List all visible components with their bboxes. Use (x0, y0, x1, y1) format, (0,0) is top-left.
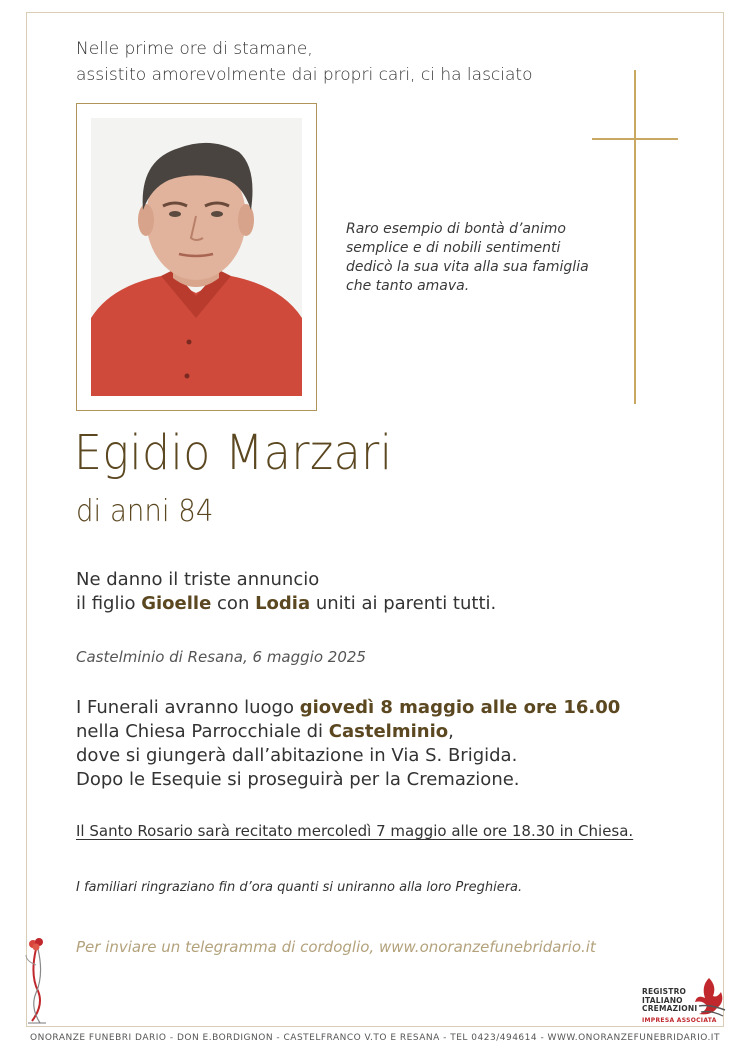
registry-line-1: REGISTRO (642, 987, 687, 996)
quote-line-1: Raro esempio di bontà d’animo (346, 221, 566, 237)
cross-horizontal (592, 138, 678, 140)
intro-line-1: Nelle prime ore di stamane, (76, 39, 313, 59)
registry-text (642, 988, 697, 1014)
funeral-line-2-pre: nella Chiesa Parrocchiale di (76, 721, 329, 742)
announce-line-2 (76, 592, 496, 616)
funeral-line-1-pre: I Funerali avranno luogo (76, 697, 300, 718)
son-name: Gioelle (141, 593, 212, 614)
quote-text (346, 220, 596, 296)
thanks-note: I familiari ringraziano fin d’ora quanti si uniranno alla loro Preghiera. (76, 880, 523, 895)
intro-line-2: assistito amorevolmente dai propri cari, ci ha lasciato (76, 65, 533, 85)
flower-icon (22, 935, 52, 1027)
announce-pre: il figlio (76, 593, 142, 614)
intro-text (76, 36, 533, 88)
funeral-line-3: dove si giungerà dall’abitazione in Via S. Brigida. (76, 745, 518, 766)
portrait-photo (91, 118, 302, 396)
funeral-place: Castelminio (328, 721, 449, 742)
registry-line-2: ITALIANO (642, 995, 683, 1005)
place-date: Castelminio di Resana, 6 maggio 2025 (76, 648, 366, 666)
deceased-name: Egidio Marzari (74, 425, 393, 481)
announce-mid: con (211, 593, 256, 614)
footer-info: ONORANZE FUNEBRI DARIO - DON E.BORDIGNON - CASTELFRANCO V.TO E RESANA - TEL 0423/494614 - WWW.ONORANZEFUNEBRIDARIO.IT (30, 1033, 720, 1043)
rosary-notice: Il Santo Rosario sarà recitato mercoledì 7 maggio alle ore 18.30 in Chiesa. (76, 822, 634, 840)
announce-line-1: Ne danno il triste annuncio (76, 569, 320, 590)
funeral-datetime: giovedì 8 maggio alle ore 16.00 (299, 697, 621, 718)
quote-line-2: semplice e di nobili sentimenti (346, 240, 561, 256)
registry-line-3: CREMAZIONI (642, 1004, 698, 1013)
deceased-age: di anni 84 (76, 494, 214, 529)
announce-post: uniti ai parenti tutti. (310, 593, 497, 614)
registry-logo (638, 976, 733, 1024)
portrait-frame (76, 103, 317, 411)
quote-line-3: dedicò la sua vita alla sua famiglia (346, 259, 589, 275)
partner-name: Lodia (255, 593, 311, 614)
funeral-line-1 (76, 696, 620, 720)
cross-vertical (634, 70, 636, 404)
telegram-link[interactable]: Per inviare un telegramma di cordoglio, www.onoranzefunebridario.it (76, 938, 596, 956)
funeral-details (76, 696, 620, 792)
funeral-line-2-post: , (448, 721, 454, 742)
funeral-line-4: Dopo le Esequie si proseguirà per la Cremazione. (76, 769, 520, 790)
announcement (76, 568, 496, 616)
registry-associate: IMPRESA ASSOCIATA (642, 1017, 717, 1024)
portrait-illustration (91, 118, 302, 396)
funeral-line-2 (76, 720, 620, 744)
quote-line-4: che tanto amava. (346, 278, 470, 294)
